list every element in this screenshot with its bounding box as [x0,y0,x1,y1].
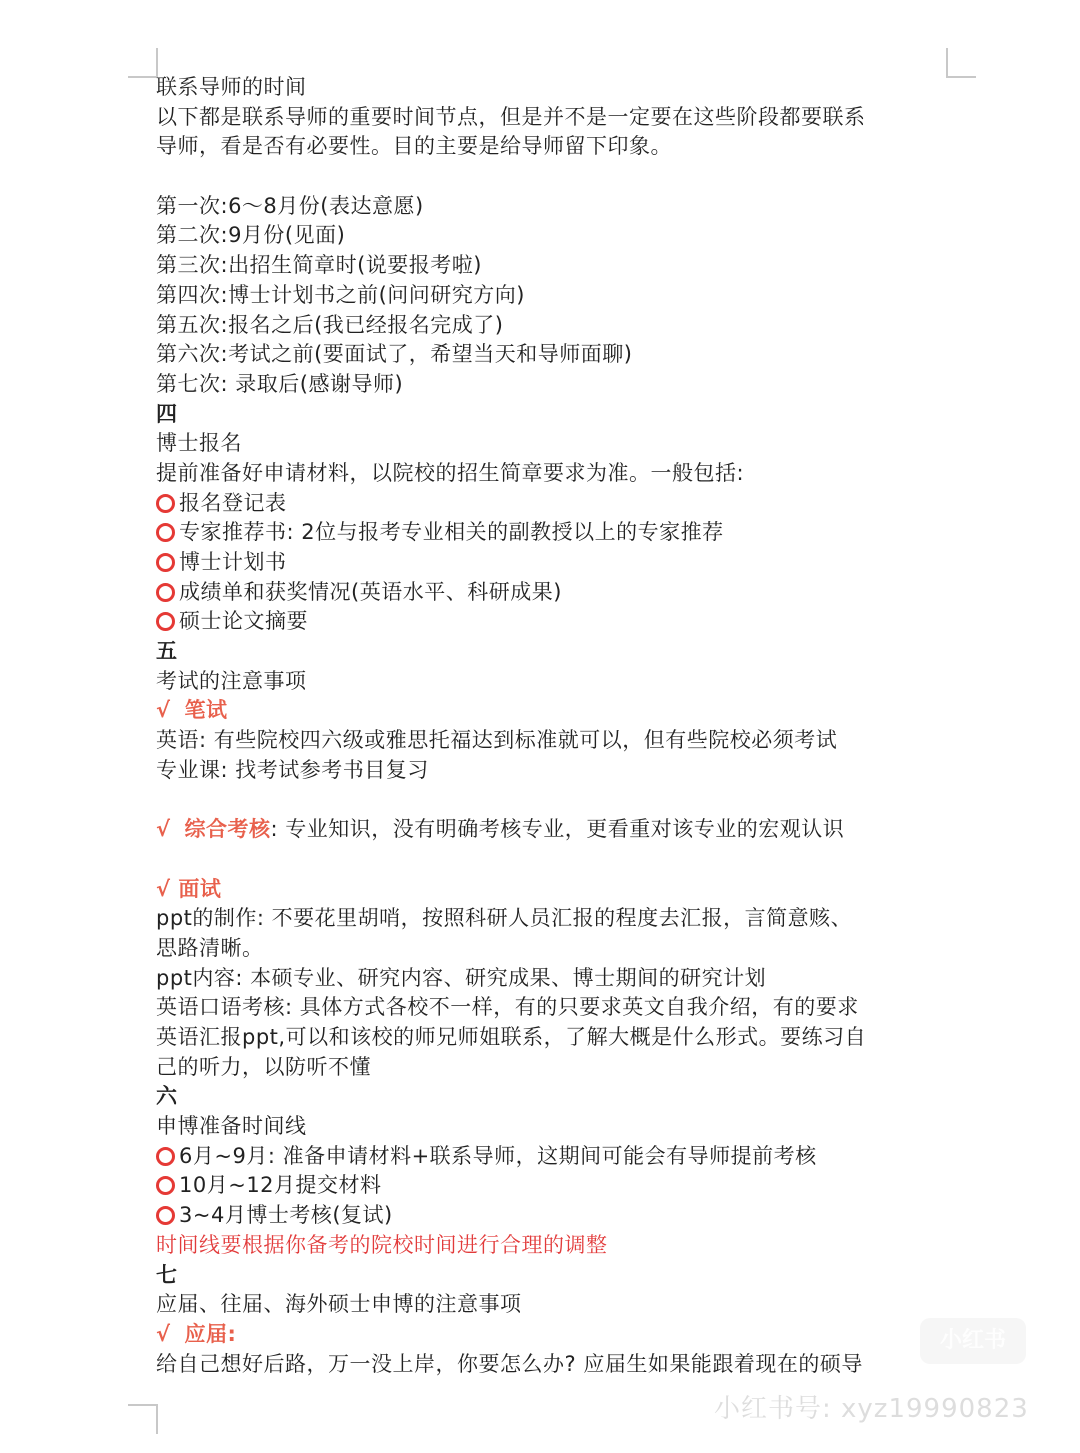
section-number: 六 [156,1084,178,1109]
red-circle-icon [156,1206,175,1225]
section-title: 考试的注意事项 [156,668,307,693]
paragraph-line: 提前准备好申请材料，以院校的招生简章要求为准。一般包括: [156,460,745,485]
contact-time-item: 第二次:9月份(见面) [156,223,346,248]
contact-time-item: 第三次:出招生简章时(说要报考啦) [156,253,482,278]
watermark-id: 小红书号: xyz19990823 [714,1394,1029,1424]
paragraph-line: 己的听力，以防听不懂 [156,1054,371,1079]
subheading-interview: √ 面试 [156,876,222,901]
paragraph-line: ppt内容: 本硕专业、研究内容、研究成果、博士期间的研究计划 [156,965,767,990]
timeline-note: 时间线要根据你备考的院校时间进行合理的调整 [156,1232,608,1257]
contact-time-item: 第六次:考试之前(要面试了，希望当天和导师面聊) [156,342,633,367]
paragraph-line: 英语: 有些院校四六级或雅思托福达到标准就可以，但有些院校必须考试 [156,728,838,753]
check-icon: √ [156,698,171,723]
section-title: 联系导师的时间 [156,75,307,99]
paragraph-line: ppt的制作: 不要花里胡哨，按照科研人员汇报的程度去汇报，言简意赅、 [156,906,853,931]
section-title: 应届、往届、海外硕士申博的注意事项 [156,1292,522,1317]
paragraph-line: 专业课: 找考试参考书目复习 [156,757,429,782]
timeline-item: 10月~12月提交材料 [156,1171,946,1201]
list-item: 硕士论文摘要 [156,607,946,637]
red-circle-icon [156,553,175,572]
watermark-logo: 小红书 [920,1318,1026,1364]
section-number: 七 [156,1262,178,1287]
list-item: 成绩单和获奖情况(英语水平、科研成果) [156,578,946,608]
red-circle-icon [156,583,175,602]
red-circle-icon [156,523,175,542]
subheading-written: √ 笔试 [156,698,228,723]
paragraph-line: 思路清晰。 [156,935,264,960]
contact-time-item: 第五次:报名之后(我已经报名完成了) [156,312,504,337]
section-number: 四 [156,401,178,426]
subheading-comprehensive: √ 综合考核: 专业知识，没有明确考核专业，更看重对该专业的宏观认识 [156,817,845,842]
check-icon: √ [156,1321,171,1346]
red-circle-icon [156,612,175,631]
section-title: 申博准备时间线 [156,1114,307,1139]
paragraph-line: 导师，看是否有必要性。目的主要是给导师留下印象。 [156,134,672,159]
red-circle-icon [156,494,175,513]
contact-time-item: 第七次: 录取后(感谢导师) [156,371,404,396]
contact-time-item: 第四次:博士计划书之前(问问研究方向) [156,282,525,307]
list-item: 报名登记表 [156,489,946,519]
page-corner-mark [128,1404,158,1434]
list-item: 专家推荐书: 2位与报考专业相关的副教授以上的专家推荐 [156,518,946,548]
red-circle-icon [156,1176,175,1195]
document-body [156,73,946,1379]
paragraph-line: 英语口语考核: 具体方式各校不一样，有的只要求英文自我介绍，有的要求 [156,995,859,1020]
timeline-item: 6月~9月: 准备申请材料+联系导师，这期间可能会有导师提前考核 [156,1142,946,1172]
page-corner-mark [128,48,158,78]
paragraph-line: 给自己想好后路，万一没上岸，你要怎么办? 应届生如果能跟着现在的硕导 [156,1351,863,1376]
subheading-fresh: √ 应届: [156,1321,237,1346]
check-icon: √ [156,817,171,842]
section-number: 五 [156,639,178,664]
list-item: 博士计划书 [156,548,946,578]
timeline-item: 3~4月博士考核(复试) [156,1201,946,1231]
page-corner-mark [946,48,976,78]
paragraph-line: 英语汇报ppt,可以和该校的师兄师姐联系，了解大概是什么形式。要练习自 [156,1025,867,1049]
red-circle-icon [156,1147,175,1166]
section-title: 博士报名 [156,431,242,456]
paragraph-line: 以下都是联系导师的重要时间节点，但是并不是一定要在这些阶段都要联系 [156,104,866,129]
contact-time-item: 第一次:6～8月份(表达意愿) [156,193,424,218]
